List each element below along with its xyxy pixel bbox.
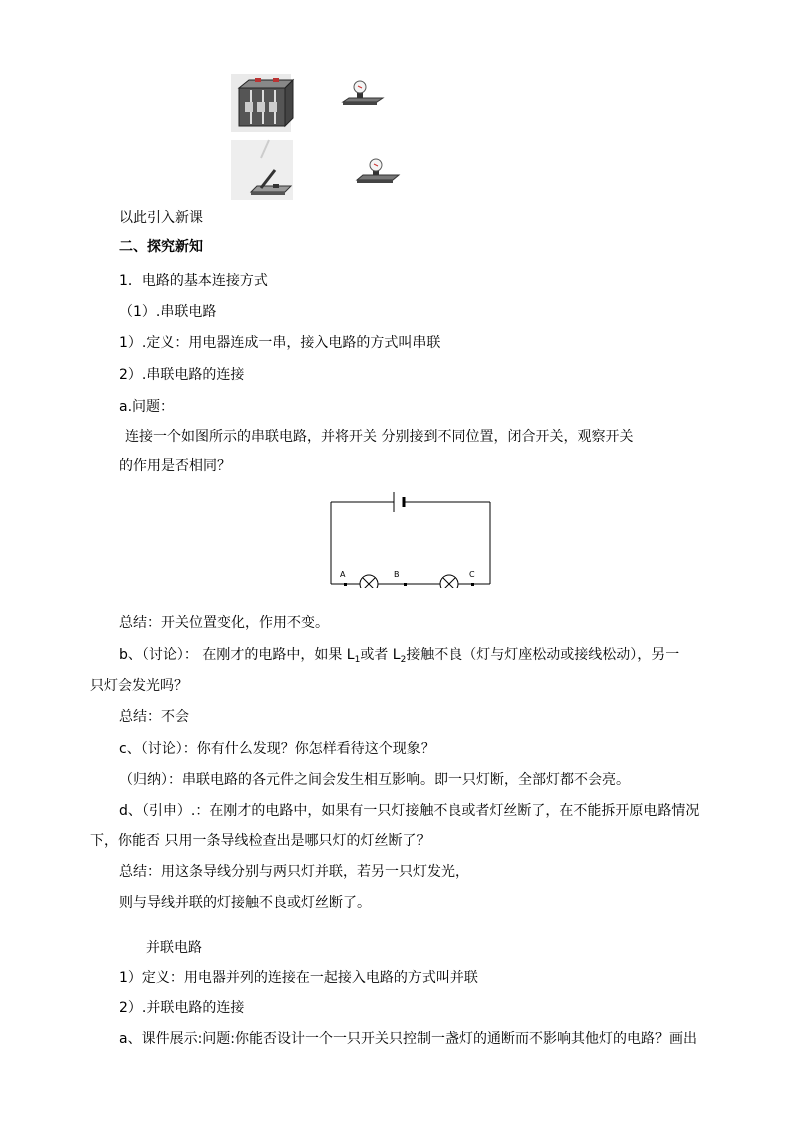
question-d: d、（引申）.：在刚才的电路中，如果有一只灯接触不良或者灯丝断了，在不能拆开原电路情况 [119, 803, 700, 819]
series-circuit-title: （1）.串联电路 [119, 304, 217, 320]
section-heading: 二、探究新知 [119, 239, 203, 255]
series-definition: 1）.定义：用电器连成一串，接入电路的方式叫串联 [119, 335, 441, 351]
bulb-icon [343, 81, 383, 105]
parallel-connection-title: 2）.并联电路的连接 [119, 1000, 245, 1016]
series-circuit-diagram [328, 488, 494, 588]
summary-3-cont: 则与导线并联的灯接触不良或灯丝断了。 [119, 895, 371, 911]
parallel-definition: 1）定义：用电器并列的连接在一起接入电路的方式叫并联 [119, 970, 478, 986]
question-b-part2: 或者 L [360, 647, 401, 663]
question-c: c、（讨论）：你有什么发现？你怎样看待这个现象？ [119, 741, 435, 757]
point-c-label: C [469, 570, 475, 579]
question-b-part3: 接触不良（灯与灯座松动或接线松动），另一 [406, 647, 680, 663]
summary-1: 总结：开关位置变化，作用不变。 [119, 615, 329, 631]
battery-symbol [394, 492, 404, 512]
switch-icon [231, 140, 293, 200]
summary-3: 总结：用这条导线分别与两只灯并联，若另一只灯发光， [119, 864, 469, 880]
bulb-icon [357, 159, 399, 183]
point-c-dot [471, 583, 474, 586]
components-svg [231, 74, 421, 202]
section-1-title: 1．电路的基本连接方式 [119, 273, 268, 289]
summary-2: 总结：不会 [119, 709, 189, 725]
intro-text: 以此引入新课 [119, 210, 203, 226]
question-a-text-cont: 的作用是否相同？ [119, 458, 231, 474]
point-a-label: A [340, 570, 346, 579]
series-connection-title: 2）.串联电路的连接 [119, 367, 245, 383]
point-b-dot [404, 583, 407, 586]
battery-icon [231, 74, 293, 132]
question-a-text: 连接一个如图所示的串联电路，并将开关 分别接到不同位置，闭合开关，观察开关 [125, 429, 634, 445]
lamp-symbol [360, 575, 378, 588]
question-b-cont: 只灯会发光吗？ [90, 678, 188, 694]
parallel-question: a、课件展示:问题:你能否设计一个一只开关只控制一盏灯的通断而不影响其他灯的电路？画出 [119, 1031, 698, 1047]
lamp-symbol [440, 575, 458, 588]
question-d-cont: 下，你能否 只用一条导线检查出是哪只灯的灯丝断了？ [90, 833, 431, 849]
question-b-sub1: 1 [354, 655, 361, 665]
components-figure [231, 74, 421, 202]
point-a-dot [344, 583, 347, 586]
question-b [119, 646, 679, 669]
induction-text: （归纳）：串联电路的各元件之间会发生相互影响。即一只灯断，全部灯都不会亮。 [119, 772, 630, 788]
circuit-svg [328, 488, 494, 588]
point-b-label: B [394, 570, 400, 579]
question-b-sub2: 2 [400, 655, 407, 665]
question-b-part1: b、（讨论）： 在刚才的电路中，如果 L [119, 647, 355, 663]
question-a-label: a.问题： [119, 399, 175, 415]
parallel-circuit-title: 并联电路 [146, 940, 202, 956]
